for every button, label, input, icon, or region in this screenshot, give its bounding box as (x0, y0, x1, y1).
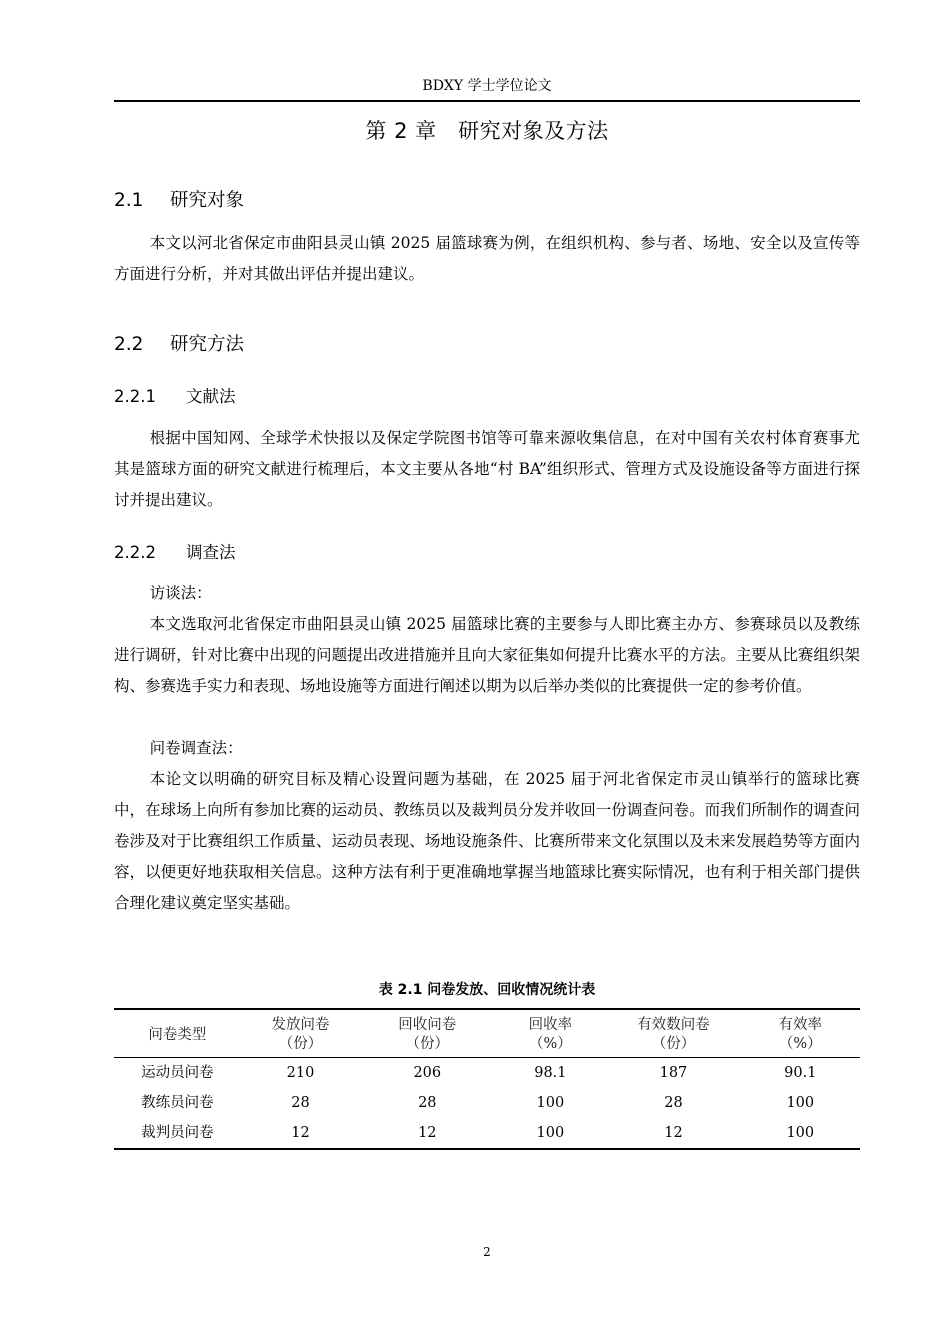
table-row (114, 1058, 860, 1089)
section-title: 研究对象 (170, 190, 245, 211)
table-cell: 210 (286, 1065, 315, 1081)
chapter-title: 第 2 章 研究对象及方法 (365, 119, 609, 143)
subsection-title: 文献法 (186, 387, 236, 406)
table-cell: 100 (786, 1095, 815, 1111)
section-heading-2-2 (114, 332, 244, 358)
running-header: BDXY 学士学位论文 (422, 78, 552, 94)
interview-method-label: 访谈法： (149, 584, 212, 602)
page-number: 2 (483, 1245, 491, 1259)
table-cell: 90.1 (784, 1065, 817, 1081)
table-cell: 98.1 (534, 1065, 567, 1081)
subsection-number: 2.2.1 (114, 387, 156, 406)
table-row (114, 1088, 860, 1118)
table-cell: 12 (418, 1125, 437, 1141)
table-cell: 裁判员问卷 (141, 1125, 214, 1141)
table-header-cell: 有效数问卷 （份） (637, 1017, 710, 1052)
table-header-cell: 问卷类型 (148, 1026, 207, 1043)
table-cell: 28 (664, 1095, 683, 1111)
header-divider (114, 100, 860, 102)
paragraph-interview-method: 本文选取河北省保定市曲阳县灵山镇 2025 届篮球比赛的主要参与人即比赛主办方、参赛球员以及教练进行调研，针对比赛中出现的问题提出改进措施并且向大家征集如何提升比赛水平的方法。主要从比赛组织架构、参赛选手实力和表现、场地设施等方面进行阐述以期为以后举办类似的比赛提供一定的参考价值。 (114, 615, 860, 695)
table-header-cell: 回收问卷 （份） (398, 1017, 457, 1052)
section-number: 2.1 (114, 190, 144, 211)
table-cell: 运动员问卷 (141, 1065, 214, 1081)
table-cell: 28 (418, 1095, 437, 1111)
table-cell: 12 (291, 1125, 310, 1141)
table-cell: 206 (413, 1065, 442, 1081)
table-row (114, 1118, 860, 1149)
questionnaire-stats-table (114, 1008, 860, 1150)
table-header-row (114, 1009, 860, 1058)
paragraph-literature-method: 根据中国知网、全球学术快报以及保定学院图书馆等可靠来源收集信息，在对中国有关农村体育赛事尤其是篮球方面的研究文献进行梳理后，本文主要从各地“村 BA”组织形式、管理方式及设施设备等方面进行探讨并提出建议。 (114, 429, 860, 509)
paragraph-questionnaire-method: 本论文以明确的研究目标及精心设置问题为基础，在 2025 届于河北省保定市灵山镇举行的篮球比赛中，在球场上向所有参加比赛的运动员、教练员以及裁判员分发并收回一份调查问卷。而我们所制作的调查问卷涉及对于比赛组织工作质量、运动员表现、场地设施条件、比赛所带来文化氛围以及未来发展趋势等方面内容，以便更好地获取相关信息。这种方法有利于更准确地掌握当地篮球比赛实际情况，也有利于相关部门提供合理化建议奠定坚实基础。 (114, 770, 860, 912)
section-title: 研究方法 (170, 334, 245, 355)
table-cell: 28 (291, 1095, 310, 1111)
table-header-cell: 发放问卷 （份） (271, 1017, 330, 1052)
table-header-cell: 回收率 （%） (528, 1017, 573, 1052)
paragraph-research-object: 本文以河北省保定市曲阳县灵山镇 2025 届篮球赛为例，在组织机构、参与者、场地、安全以及宣传等方面进行分析，并对其做出评估并提出建议。 (114, 234, 860, 283)
questionnaire-method-label: 问卷调查法： (149, 739, 243, 757)
table-cell: 教练员问卷 (141, 1095, 214, 1111)
section-number: 2.2 (114, 334, 144, 355)
section-heading-2-1 (114, 188, 244, 214)
table-cell: 12 (664, 1125, 683, 1141)
subsection-heading-2-2-2 (114, 540, 236, 566)
table-cell: 100 (536, 1095, 565, 1111)
table-caption: 表 2.1 问卷发放、回收情况统计表 (378, 982, 596, 998)
table-cell: 187 (659, 1065, 688, 1081)
subsection-heading-2-2-1 (114, 384, 236, 410)
table-cell: 100 (786, 1125, 815, 1141)
table-header-cell: 有效率 （%） (778, 1017, 823, 1052)
table-cell: 100 (536, 1125, 565, 1141)
subsection-title: 调查法 (186, 543, 236, 562)
subsection-number: 2.2.2 (114, 543, 156, 562)
